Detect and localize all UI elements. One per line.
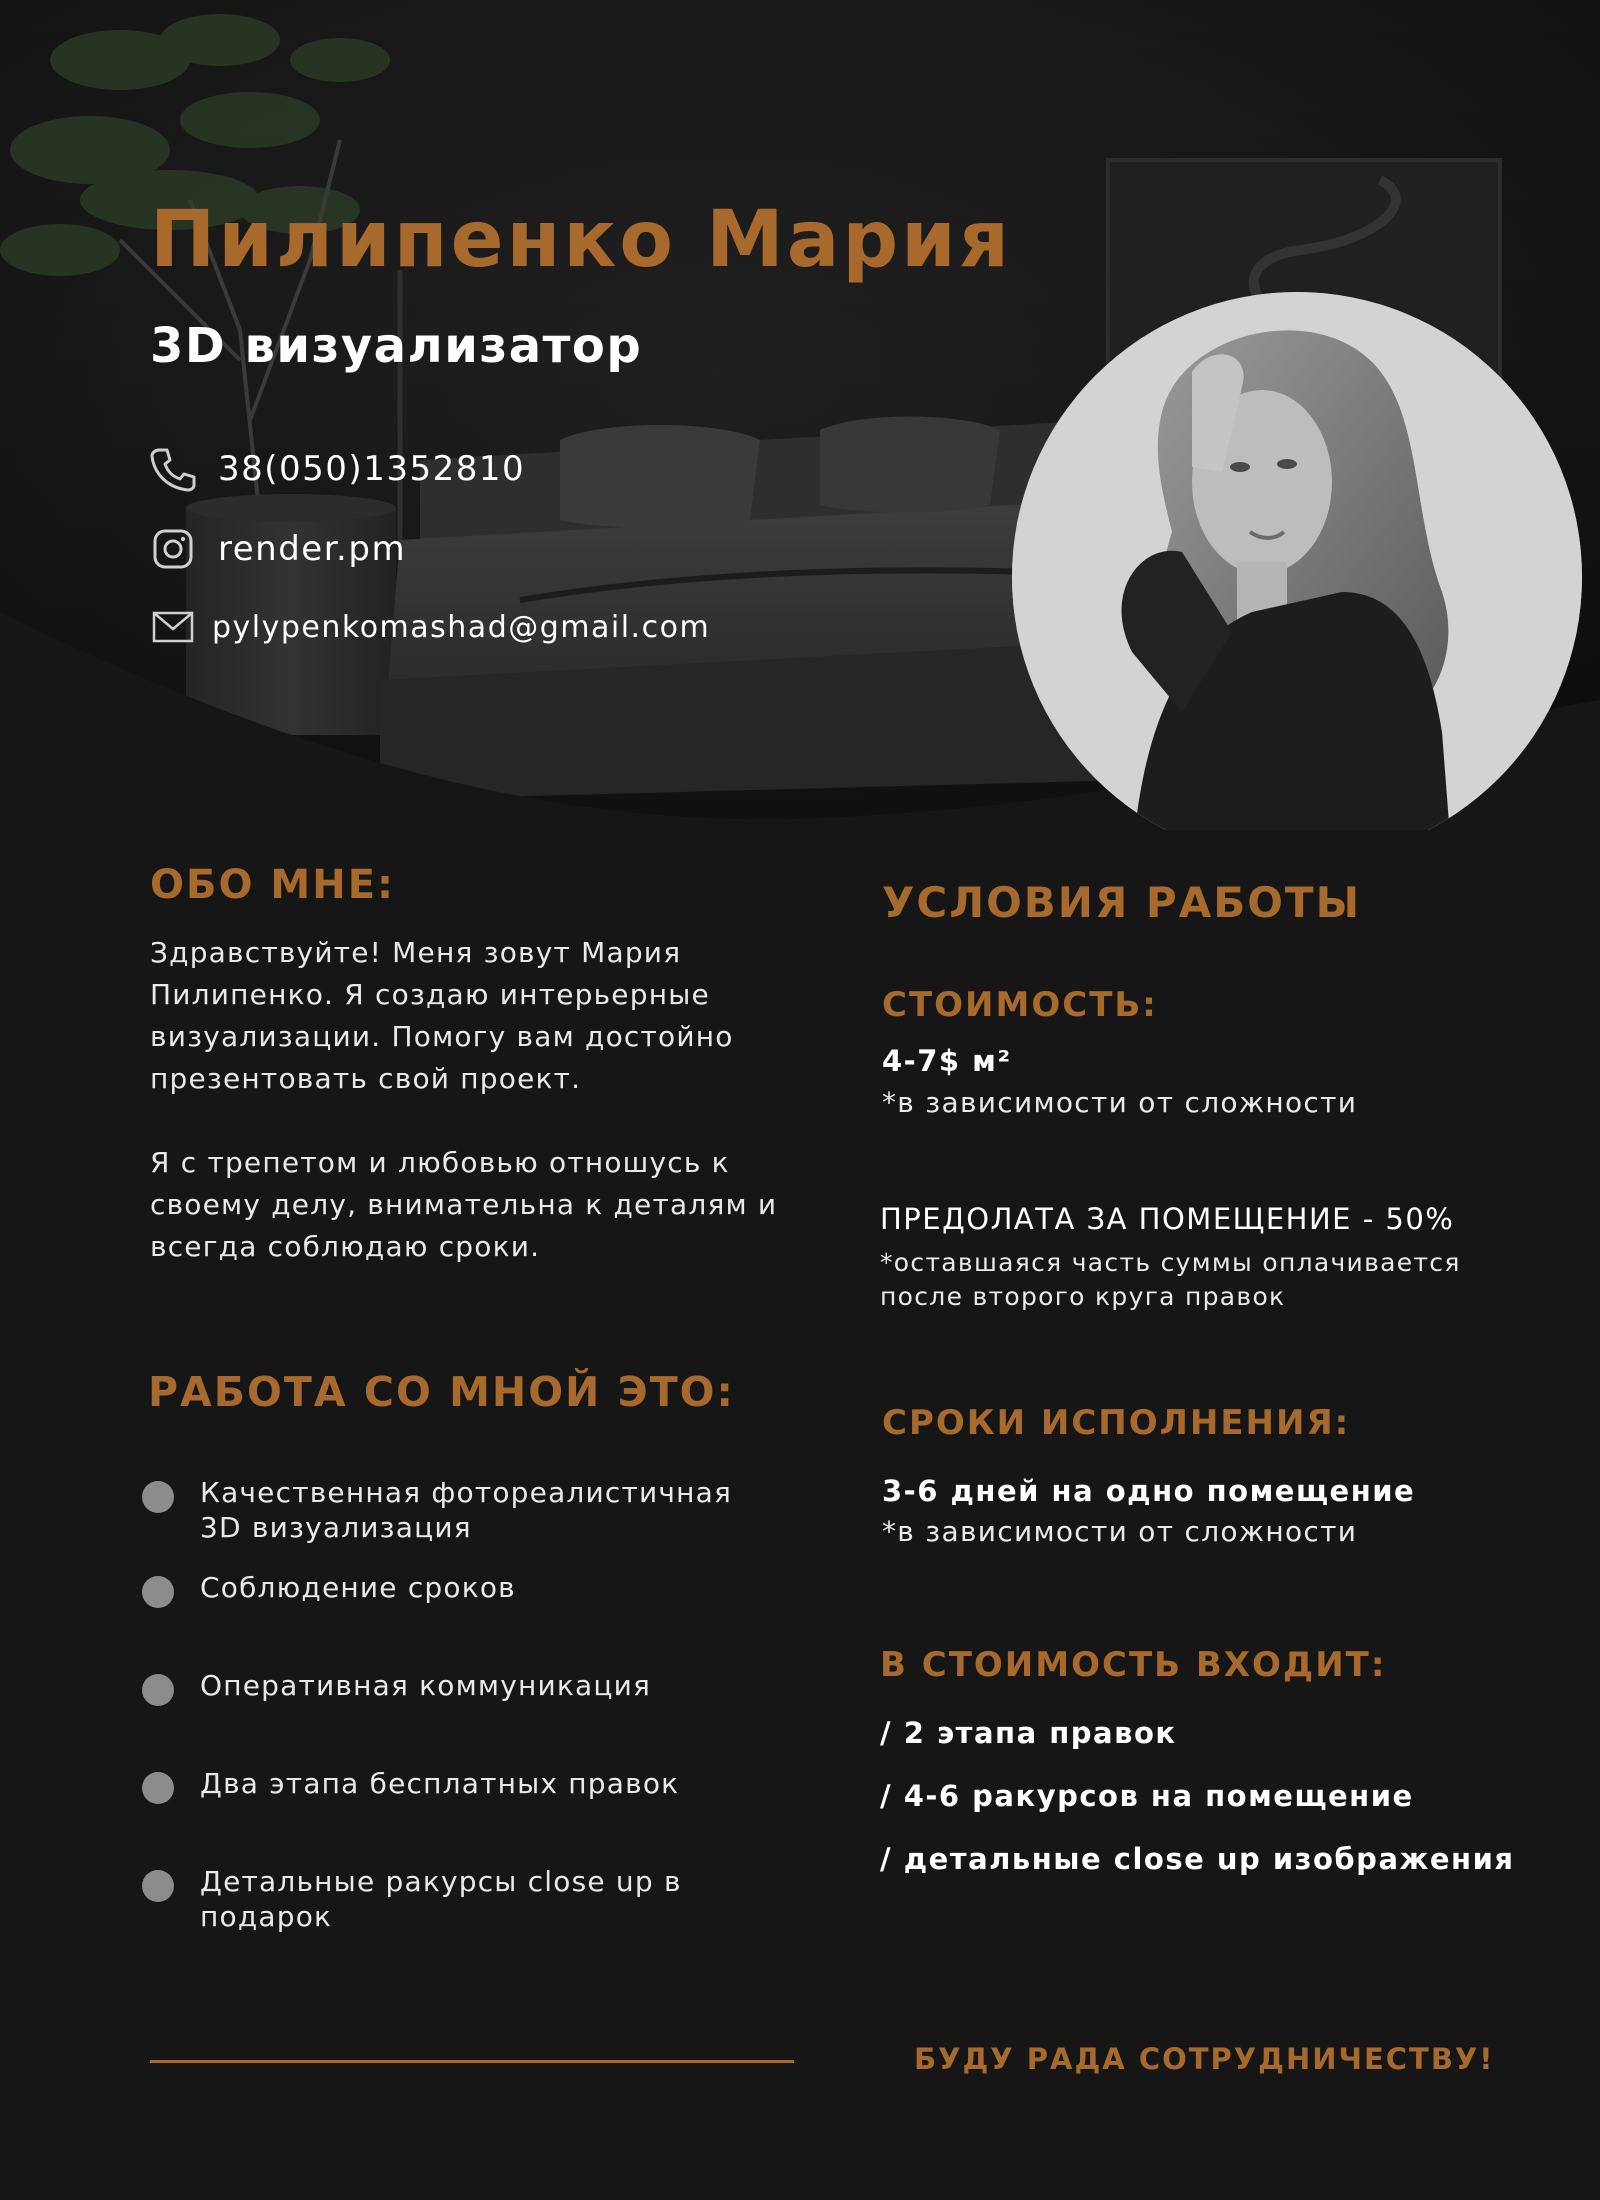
cost-note: *в зависимости от сложности — [882, 1086, 1358, 1119]
cost-value: 4-7$ м² — [882, 1044, 1012, 1078]
list-item: / детальные close up изображения — [880, 1842, 1515, 1876]
list-item — [142, 1864, 760, 1934]
contact-email[interactable] — [150, 604, 710, 650]
phone-icon — [150, 446, 196, 492]
about-heading: ОБО МНЕ: — [150, 862, 396, 908]
instagram-icon — [150, 526, 196, 572]
closing-message: БУДУ РАДА СОТРУДНИЧЕСТВУ! — [914, 2042, 1495, 2076]
bullet-dot-icon — [142, 1674, 174, 1706]
list-item: / 2 этапа правок — [880, 1716, 1177, 1750]
bullet-dot-icon — [142, 1870, 174, 1902]
list-item-label: Соблюдение сроков — [200, 1571, 516, 1604]
list-item — [142, 1570, 760, 1608]
email-address: pylypenkomashad@gmail.com — [212, 609, 711, 645]
deadline-note: *в зависимости от сложности — [882, 1515, 1358, 1548]
about-paragraph: Здравствуйте! Меня зовут Мария Пилипенко. Я создаю интерьерные визуализации. Помогу вам достойно презентовать свой проект. — [150, 936, 734, 1095]
prepayment-note: *оставшаяся часть суммы оплачивается после второго круга правок — [880, 1248, 1461, 1311]
hero-section — [0, 0, 1600, 830]
bullet-dot-icon — [142, 1576, 174, 1608]
bullet-dot-icon — [142, 1481, 174, 1513]
list-item — [142, 1668, 760, 1706]
included-heading: В СТОИМОСТЬ ВХОДИТ: — [880, 1645, 1387, 1685]
terms-heading: УСЛОВИЯ РАБОТЫ — [882, 878, 1362, 927]
profile-photo — [1012, 292, 1582, 830]
contact-instagram[interactable] — [150, 526, 406, 572]
person-name: Пилипенко Мария — [150, 195, 1012, 285]
footer-divider — [150, 2060, 794, 2063]
contact-phone[interactable] — [150, 446, 525, 492]
list-item: / 4-6 ракурсов на помещение — [880, 1779, 1414, 1813]
deadline-heading: СРОКИ ИСПОЛНЕНИЯ: — [882, 1403, 1351, 1443]
list-item-label: Оперативная коммуникация — [200, 1669, 652, 1702]
list-item-label: Качественная фотореалистичная 3D визуализация — [200, 1476, 733, 1544]
job-title: 3D визуализатор — [150, 318, 643, 374]
benefits-heading: РАБОТА СО МНОЙ ЭТО: — [148, 1368, 735, 1416]
about-paragraph: Я с трепетом и любовью отношусь к своему делу, внимательна к деталям и всегда соблюдаю сроки. — [150, 1146, 778, 1263]
list-item — [142, 1475, 760, 1545]
list-item — [142, 1766, 760, 1804]
about-text — [150, 932, 790, 1268]
phone-number: 38(050)1352810 — [218, 449, 526, 489]
list-item-label: Два этапа бесплатных правок — [200, 1767, 680, 1800]
list-item-label: Детальные ракурсы close up в подарок — [200, 1865, 682, 1933]
instagram-handle: render.pm — [218, 529, 407, 569]
deadline-value: 3-6 дней на одно помещение — [882, 1474, 1416, 1508]
bullet-dot-icon — [142, 1772, 174, 1804]
prepayment-heading: ПРЕДОЛАТА ЗА ПОМЕЩЕНИЕ - 50% — [880, 1202, 1455, 1236]
cost-heading: СТОИМОСТЬ: — [882, 985, 1158, 1025]
mail-icon — [150, 604, 196, 650]
